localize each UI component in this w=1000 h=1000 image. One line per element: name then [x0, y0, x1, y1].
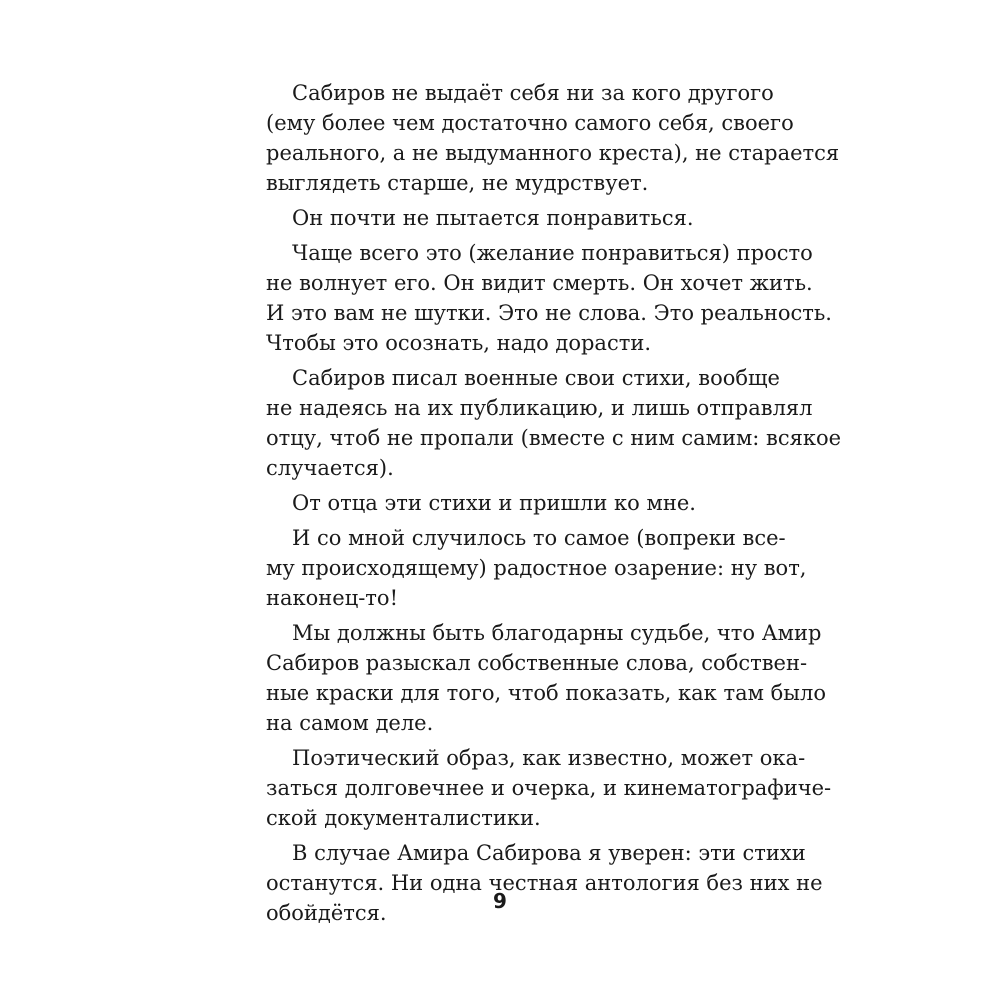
paragraph	[266, 363, 842, 483]
paragraph	[266, 523, 807, 613]
paragraph	[266, 78, 840, 198]
text-line: Чаще всего это (желание понравиться) просто	[292, 241, 813, 265]
paragraph	[266, 838, 823, 928]
paragraph	[266, 238, 832, 358]
text-line: выглядеть старше, не мудрствует.	[266, 171, 649, 195]
text-line: Мы должны быть благодарны судьбе, что Амир	[292, 621, 822, 645]
text-line: на самом деле.	[266, 711, 434, 735]
text-line: И со мной случилось то самое (вопреки все-	[292, 526, 786, 550]
text-line: И это вам не шутки. Это не слова. Это реальность.	[266, 301, 832, 325]
text-line: реального, а не выдуманного креста), не старается	[266, 141, 840, 165]
text-line: От отца эти стихи и пришли ко мне.	[292, 491, 696, 515]
text-line: отцу, чтоб не пропали (вместе с ним самим: всякое	[266, 426, 842, 450]
text-line: останутся. Ни одна честная антология без них не	[266, 871, 823, 895]
text-line: Поэтический образ, как известно, может ока-	[292, 746, 806, 770]
text-line: наконец-то!	[266, 586, 399, 610]
paragraph	[266, 743, 832, 833]
text-line: Сабиров не выдаёт себя ни за кого другого	[292, 81, 774, 105]
text-line: заться долговечнее и очерка, и кинематографиче-	[266, 776, 832, 800]
text-line: ные краски для того, чтоб показать, как там было	[266, 681, 826, 705]
text-line: Чтобы это осознать, надо дорасти.	[266, 331, 651, 355]
page-number: 9	[493, 889, 507, 913]
text-line: ской документалистики.	[266, 806, 541, 830]
text-line: Сабиров писал военные свои стихи, вообще	[292, 366, 780, 390]
paragraph	[266, 618, 826, 738]
text-line: случается).	[266, 456, 394, 480]
text-line: (ему более чем достаточно самого себя, своего	[266, 111, 794, 135]
text-line: Сабиров разыскал собственные слова, собствен-	[266, 651, 808, 675]
paragraph	[266, 203, 738, 233]
text-line: не волнует его. Он видит смерть. Он хочет жить.	[266, 271, 813, 295]
paragraph	[266, 488, 738, 518]
text-line: Он почти не пытается понравиться.	[292, 206, 694, 230]
text-line: му происходящему) радостное озарение: ну вот,	[266, 556, 807, 580]
text-line: обойдётся.	[266, 901, 387, 925]
text-line: не надеясь на их публикацию, и лишь отправлял	[266, 396, 813, 420]
text-line: В случае Амира Сабирова я уверен: эти стихи	[292, 841, 806, 865]
body-text	[266, 78, 842, 928]
